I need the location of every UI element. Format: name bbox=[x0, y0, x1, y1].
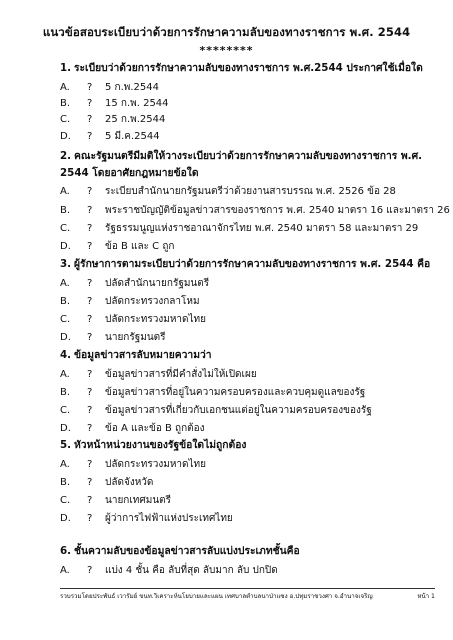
question-5-option-a bbox=[60, 458, 435, 472]
question-4-option-c bbox=[60, 404, 435, 418]
option-letter: A. bbox=[60, 459, 70, 470]
page-number: หน้า 1 bbox=[417, 593, 435, 600]
question-6 bbox=[60, 543, 435, 560]
option-text: 5 ก.พ.2544 bbox=[105, 82, 159, 93]
option-letter: A. bbox=[60, 565, 70, 576]
footer-credit: รวบรวมโดยประพันธ์ เวารัมย์ ขนท.วิเคราะห์นโยบายและแผน เทศบาลตำบลนาป่าแซง อ.ปทุมราชวงศา จ.อำนาจเจริญ bbox=[60, 593, 373, 600]
question-2-option-a bbox=[60, 185, 435, 199]
option-mark: ? bbox=[87, 186, 93, 197]
option-letter: D. bbox=[60, 513, 71, 524]
option-letter: C. bbox=[60, 223, 71, 234]
question-number: 1. bbox=[60, 62, 72, 74]
option-letter: C. bbox=[60, 114, 71, 125]
option-text: ปลัดกระทรวงมหาดไทย bbox=[105, 459, 207, 470]
option-mark: ? bbox=[87, 114, 93, 125]
question-5-option-c bbox=[60, 494, 435, 508]
option-mark: ? bbox=[87, 205, 93, 216]
option-mark: ? bbox=[87, 459, 93, 470]
page-title: แนวข้อสอบระเบียบว่าด้วยการรักษาความลับของทางราชการ พ.ศ. 2544 bbox=[42, 25, 411, 39]
option-mark: ? bbox=[87, 423, 93, 434]
page-footer bbox=[60, 588, 435, 601]
question-3-option-c bbox=[60, 313, 435, 327]
question-3-option-a bbox=[60, 277, 435, 291]
question-4-option-b bbox=[60, 386, 435, 400]
option-mark: ? bbox=[87, 565, 93, 576]
question-3-option-b bbox=[60, 295, 435, 309]
option-text: ปลัดสำนักนายกรัฐมนตรี bbox=[105, 278, 210, 289]
question-1-option-c bbox=[60, 113, 435, 127]
question-1-option-a bbox=[60, 81, 435, 95]
question-2 bbox=[60, 148, 435, 182]
question-3 bbox=[60, 256, 435, 273]
option-mark: ? bbox=[87, 405, 93, 416]
option-mark: ? bbox=[87, 82, 93, 93]
question-3-option-d bbox=[60, 331, 435, 345]
title-divider: ******** bbox=[199, 44, 254, 57]
question-5-option-d bbox=[60, 512, 435, 526]
option-mark: ? bbox=[87, 332, 93, 343]
question-text: ผู้รักษาการตามระเบียบว่าด้วยการรักษาความลับของทางราชการ พ.ศ. 2544 คือ bbox=[74, 258, 431, 270]
question-1-option-b bbox=[60, 97, 435, 111]
option-mark: ? bbox=[87, 296, 93, 307]
option-text: พระราชบัญญัติข้อมูลข่าวสารของราชการ พ.ศ. 2540 มาตรา 16 และมาตรา 26 bbox=[105, 205, 450, 216]
option-mark: ? bbox=[87, 131, 93, 142]
question-number: 4. bbox=[60, 349, 72, 361]
option-mark: ? bbox=[87, 495, 93, 506]
option-letter: B. bbox=[60, 296, 71, 307]
option-text: ระเบียบสำนักนายกรัฐมนตรีว่าด้วยงานสารบรรณ พ.ศ. 2526 ข้อ 28 bbox=[105, 186, 396, 197]
question-number: 2. bbox=[60, 150, 72, 162]
option-letter: D. bbox=[60, 423, 71, 434]
option-mark: ? bbox=[87, 98, 93, 109]
question-4 bbox=[60, 347, 435, 364]
question-5-option-b bbox=[60, 476, 435, 490]
option-mark: ? bbox=[87, 241, 93, 252]
option-letter: D. bbox=[60, 241, 71, 252]
option-text: ข้อ A และข้อ B ถูกต้อง bbox=[105, 423, 205, 434]
question-2-option-b bbox=[60, 204, 450, 218]
option-text: ข้อมูลข่าวสารที่อยู่ในความครอบครองและควบคุมดูแลของรัฐ bbox=[105, 387, 366, 398]
option-text: ข้อมูลข่าวสารที่มีคำสั่งไม่ให้เปิดเผย bbox=[105, 369, 257, 380]
option-mark: ? bbox=[87, 387, 93, 398]
option-text: ปลัดกระทรวงกลาโหม bbox=[105, 296, 200, 307]
option-mark: ? bbox=[87, 369, 93, 380]
option-text: รัฐธรรมนูญแห่งราชอาณาจักรไทย พ.ศ. 2540 มาตรา 58 และมาตรา 29 bbox=[105, 223, 419, 234]
option-mark: ? bbox=[87, 513, 93, 524]
option-mark: ? bbox=[87, 477, 93, 488]
question-4-option-d bbox=[60, 422, 435, 436]
question-2-option-d bbox=[60, 240, 435, 254]
option-letter: B. bbox=[60, 477, 71, 488]
option-text: ข้อ B และ C ถูก bbox=[105, 241, 175, 252]
option-letter: D. bbox=[60, 131, 71, 142]
question-text: ชั้นความลับของข้อมูลข่าวสารลับแบ่งประเภทชั้นคือ bbox=[74, 545, 300, 557]
option-mark: ? bbox=[87, 314, 93, 325]
option-text: 15 ก.พ. 2544 bbox=[105, 98, 169, 109]
question-6-option-a bbox=[60, 564, 435, 578]
option-text: 5 มี.ค.2544 bbox=[105, 131, 160, 142]
question-4-option-a bbox=[60, 368, 435, 382]
option-text: ปลัดกระทรวงมหาดไทย bbox=[105, 314, 207, 325]
option-letter: A. bbox=[60, 82, 70, 93]
option-letter: A. bbox=[60, 186, 70, 197]
option-letter: A. bbox=[60, 278, 70, 289]
option-letter: B. bbox=[60, 387, 71, 398]
option-text: ผู้ว่าการไฟฟ้าแห่งประเทศไทย bbox=[105, 513, 233, 524]
question-text: คณะรัฐมนตรีมีมติให้วางระเบียบว่าด้วยการรักษาความลับของทางราชการ พ.ศ. 2544 โดยอาศัยกฎหมายข้อใด bbox=[60, 150, 423, 179]
option-letter: C. bbox=[60, 314, 71, 325]
option-text: แบ่ง 4 ชั้น คือ ลับที่สุด ลับมาก ลับ ปกปิด bbox=[105, 565, 278, 576]
option-text: นายกรัฐมนตรี bbox=[105, 332, 166, 343]
question-number: 5. bbox=[60, 439, 72, 451]
question-1-option-d bbox=[60, 130, 435, 144]
option-letter: A. bbox=[60, 369, 70, 380]
question-text: ระเบียบว่าด้วยการรักษาความลับของทางราชการ พ.ศ.2544 ประกาศใช้เมื่อใด bbox=[74, 62, 423, 74]
option-letter: B. bbox=[60, 98, 71, 109]
option-text: 25 ก.พ.2544 bbox=[105, 114, 166, 125]
question-number: 3. bbox=[60, 258, 72, 270]
option-letter: D. bbox=[60, 332, 71, 343]
question-number: 6. bbox=[60, 545, 72, 557]
option-letter: B. bbox=[60, 205, 71, 216]
question-1 bbox=[60, 60, 435, 77]
option-text: ข้อมูลข่าวสารที่เกี่ยวกับเอกชนแต่อยู่ในความครอบครองของรัฐ bbox=[105, 405, 372, 416]
option-letter: C. bbox=[60, 495, 71, 506]
question-5 bbox=[60, 437, 435, 454]
option-mark: ? bbox=[87, 223, 93, 234]
option-mark: ? bbox=[87, 278, 93, 289]
option-letter: C. bbox=[60, 405, 71, 416]
question-text: หัวหน้าหน่วยงานของรัฐข้อใดไม่ถูกต้อง bbox=[74, 439, 247, 451]
question-text: ข้อมูลข่าวสารลับหมายความว่า bbox=[74, 349, 212, 361]
option-text: นายกเทศมนตรี bbox=[105, 495, 172, 506]
option-text: ปลัดจังหวัด bbox=[105, 477, 154, 488]
question-2-option-c bbox=[60, 222, 435, 236]
